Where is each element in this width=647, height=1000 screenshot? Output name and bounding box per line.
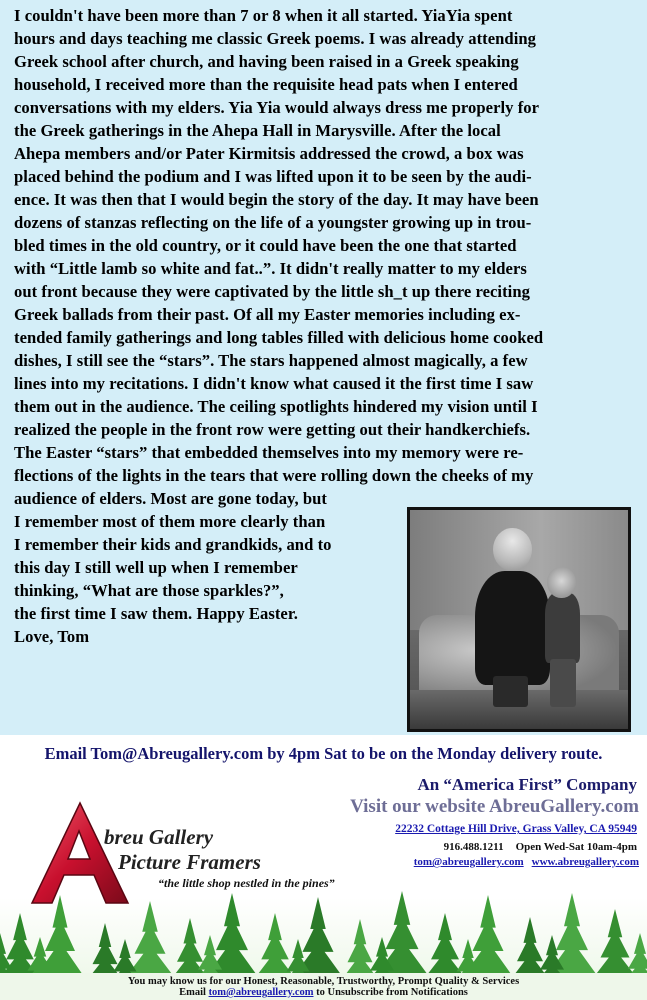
story-line: thinking, “What are those sparkles?”,: [14, 581, 284, 600]
logo-name-line1: breu Gallery: [104, 825, 214, 849]
story-paragraph: [14, 4, 637, 487]
footer-line1: You may know us for our Honest, Reasonable, Trustworthy, Prompt Quality & Services: [127, 976, 520, 987]
logo-name-line2: Picture Framers: [118, 850, 261, 874]
story-line: audience of elders. Most are gone today, but: [14, 489, 328, 508]
photo-grandmother: [475, 571, 549, 685]
photo-grandmother-legs: [493, 676, 528, 707]
story-line: the first time I saw them. Happy Easter.: [14, 604, 298, 623]
story-line: hours and days teaching me classic Greek poems. I was already attending: [14, 29, 536, 48]
website-line[interactable]: Visit our website AbreuGallery.com: [350, 796, 639, 817]
unsubscribe-email-link[interactable]: tom@abreugallery.com: [208, 987, 314, 998]
story-line: the Greek gatherings in the Ahepa Hall in Marysville. After the local: [14, 121, 501, 140]
story-line: household, I received more than the requisite head pats when I entered: [14, 75, 518, 94]
photo-image: [410, 510, 628, 729]
story-line: this day I still well up when I remember: [14, 558, 298, 577]
logo-letter-a-icon: [28, 801, 132, 907]
web-link[interactable]: www.abreugallery.com: [531, 856, 639, 868]
photo-boy-head: [547, 567, 575, 598]
footer-email-suffix: to Unsubscribe from Notifications: [313, 987, 468, 998]
links-row: [414, 856, 639, 868]
photo-grandmother-head: [493, 528, 532, 572]
story-line: them out in the audience. The ceiling spotlights hindered my vision until I: [14, 397, 538, 416]
story-line: Ahepa members and/or Pater Kirmitsis addressed the crowd, a box was: [14, 144, 524, 163]
footer-email-prefix: Email: [179, 987, 209, 998]
story-line: dishes, I still see the “stars”. The stars happened almost magically, a few: [14, 351, 528, 370]
story-line: Greek school after church, and having been raised in a Greek speaking: [14, 52, 519, 71]
story-line: flections of the lights in the tears that were rolling down the cheeks of my: [14, 466, 534, 485]
story-line: bled times in the old country, or it could have been the one that started: [14, 236, 517, 255]
story-line: ence. It was then that I would begin the story of the day. It may have been: [14, 190, 539, 209]
story-line: tended family gatherings and long tables filled with delicious home cooked: [14, 328, 544, 347]
store-hours: Open Wed-Sat 10am-4pm: [515, 841, 637, 853]
phone-number: 916.488.1211: [443, 841, 504, 853]
email-link[interactable]: tom@abreugallery.com: [413, 856, 524, 868]
story-line: out front because they were captivated by the little sh_t up there reciting: [14, 282, 530, 301]
story-line: placed behind the podium and I was lifted upon it to be seen by the audi-: [14, 167, 532, 186]
family-photo: [407, 507, 631, 732]
story-line: conversations with my elders. Yia Yia would always dress me properly for: [14, 98, 540, 117]
story-line: lines into my recitations. I didn't know what caused it the first time I saw: [14, 374, 534, 393]
story-line: with “Little lamb so white and fat..”. It didn't really matter to my elders: [14, 259, 527, 278]
contact-row: [444, 841, 637, 853]
email-delivery-banner[interactable]: Email Tom@Abreugallery.com by 4pm Sat to be on the Monday delivery route.: [0, 735, 647, 773]
signature-line: Love, Tom: [14, 627, 90, 646]
photo-boy-legs: [550, 659, 576, 707]
company-slogan: An “America First” Company: [417, 775, 637, 794]
story-line: I remember their kids and grandkids, and to: [14, 535, 332, 554]
story-closing-text: [14, 487, 406, 648]
story-line: dozens of stanzas reflecting on the life of a youngster growing up in trou-: [14, 213, 532, 232]
photo-boy: [545, 593, 580, 663]
address-link[interactable]: 22232 Cottage Hill Drive, Grass Valley, CA 95949: [395, 823, 637, 835]
footer-line2: [0, 987, 647, 998]
tagline: “the little shop nestled in the pines”: [158, 876, 335, 890]
footer-notice: [0, 976, 647, 998]
story-line: realized the people in the front row were getting out their handkerchiefs.: [14, 420, 531, 439]
gallery-ad: [0, 773, 647, 1000]
story-line: The Easter “stars” that embedded themselves into my memory were re-: [14, 443, 524, 462]
story-line: I remember most of them more clearly than: [14, 512, 326, 531]
story-line: Greek ballads from their past. Of all my Easter memories including ex-: [14, 305, 521, 324]
story-line: I couldn't have been more than 7 or 8 when it all started. YiaYia spent: [14, 6, 513, 25]
